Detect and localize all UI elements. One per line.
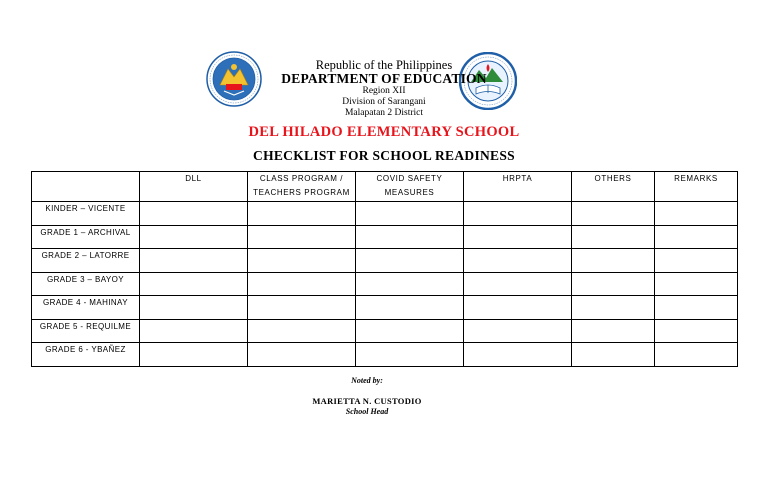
row-label: GRADE 6 - YBAÑEZ <box>32 343 140 367</box>
table-cell[interactable] <box>356 319 464 343</box>
row-label: GRADE 5 - REQUILME <box>32 319 140 343</box>
row-label: GRADE 1 – ARCHIVAL <box>32 225 140 249</box>
table-cell[interactable] <box>248 272 356 296</box>
table-cell[interactable] <box>356 272 464 296</box>
table-cell[interactable] <box>140 225 248 249</box>
row-label: KINDER – VICENTE <box>32 202 140 226</box>
table-cell[interactable] <box>572 249 655 273</box>
table-row <box>32 272 738 296</box>
noted-by-label: Noted by: <box>351 376 383 385</box>
table-cell[interactable] <box>464 319 572 343</box>
table-cell[interactable] <box>248 225 356 249</box>
table-cell[interactable] <box>655 272 738 296</box>
header-district: Malapatan 2 District <box>344 108 424 118</box>
table-cell[interactable] <box>140 249 248 273</box>
table-row <box>32 225 738 249</box>
table-cell[interactable] <box>140 343 248 367</box>
row-label: GRADE 3 – BAYOY <box>32 272 140 296</box>
table-cell[interactable] <box>140 319 248 343</box>
table-cell[interactable] <box>572 272 655 296</box>
table-cell[interactable] <box>464 343 572 367</box>
checklist-table <box>31 171 738 367</box>
table-cell[interactable] <box>464 272 572 296</box>
table-cell[interactable] <box>356 249 464 273</box>
table-cell[interactable] <box>572 296 655 320</box>
header-division: Division of Sarangani <box>342 97 426 107</box>
row-label: GRADE 2 – LATORRE <box>32 249 140 273</box>
school-name: DEL HILADO ELEMENTARY SCHOOL <box>248 124 520 140</box>
table-cell[interactable] <box>248 343 356 367</box>
column-header <box>32 172 140 202</box>
table-cell[interactable] <box>248 249 356 273</box>
column-header-others: OTHERS <box>572 172 655 202</box>
document-title: CHECKLIST FOR SCHOOL READINESS <box>253 148 515 163</box>
column-header-hrpta: HRPTA <box>464 172 572 202</box>
header-region: Region XII <box>362 86 406 96</box>
table-cell[interactable] <box>655 296 738 320</box>
table-cell[interactable] <box>655 343 738 367</box>
table-cell[interactable] <box>140 202 248 226</box>
signatory-role: School Head <box>345 407 389 416</box>
header-department: DEPARTMENT OF EDUCATION <box>281 71 487 86</box>
table-cell[interactable] <box>572 225 655 249</box>
column-header-dll: DLL <box>140 172 248 202</box>
table-cell[interactable] <box>248 319 356 343</box>
table-cell[interactable] <box>356 343 464 367</box>
table-cell[interactable] <box>356 296 464 320</box>
table-row <box>32 296 738 320</box>
table-cell[interactable] <box>655 319 738 343</box>
header-republic: Republic of the Philippines <box>315 58 453 72</box>
table-cell[interactable] <box>248 202 356 226</box>
table-cell[interactable] <box>655 202 738 226</box>
table-row <box>32 319 738 343</box>
table-cell[interactable] <box>140 296 248 320</box>
table-cell[interactable] <box>248 296 356 320</box>
table-cell[interactable] <box>356 225 464 249</box>
table-cell[interactable] <box>572 343 655 367</box>
column-header-remarks: REMARKS <box>655 172 738 202</box>
row-label: GRADE 4 - MAHINAY <box>32 296 140 320</box>
table-cell[interactable] <box>140 272 248 296</box>
table-cell[interactable] <box>464 296 572 320</box>
table-cell[interactable] <box>464 225 572 249</box>
column-header-class-program: CLASS PROGRAM / TEACHERS PROGRAM <box>248 172 356 202</box>
table-cell[interactable] <box>464 249 572 273</box>
signatory-name: MARIETTA N. CUSTODIO <box>312 396 422 406</box>
table-header-row <box>32 172 738 202</box>
table-cell[interactable] <box>464 202 572 226</box>
table-row <box>32 202 738 226</box>
table-cell[interactable] <box>572 202 655 226</box>
table-cell[interactable] <box>655 225 738 249</box>
table-cell[interactable] <box>655 249 738 273</box>
table-row <box>32 249 738 273</box>
table-row <box>32 343 738 367</box>
column-header-covid-safety: COVID SAFETY MEASURES <box>356 172 464 202</box>
table-cell[interactable] <box>356 202 464 226</box>
table-cell[interactable] <box>572 319 655 343</box>
